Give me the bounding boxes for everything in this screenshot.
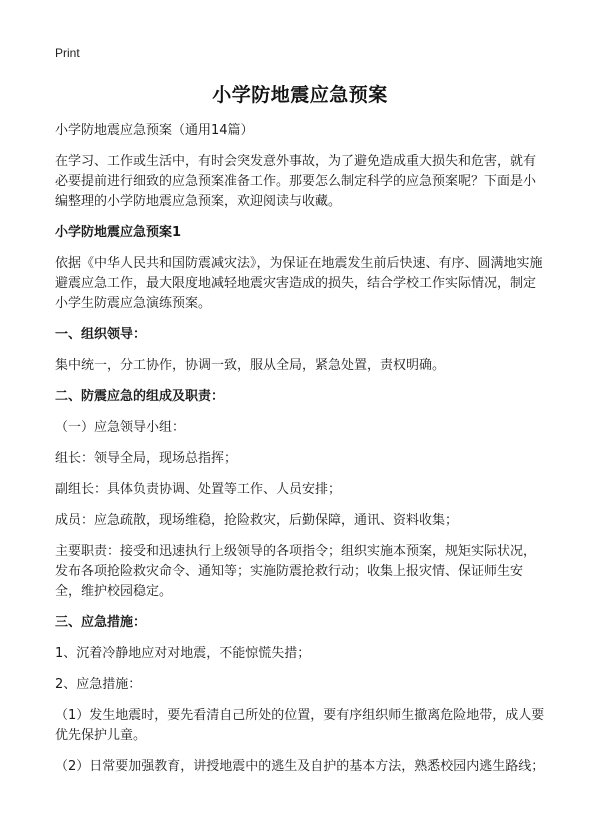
heading-composition: 二、防震应急的组成及职责：	[55, 389, 225, 404]
heading-measures: 三、应急措施：	[55, 615, 147, 630]
print-link[interactable]: Print	[55, 46, 80, 60]
intro-paragraph: 在学习、工作或生活中，有时会突发意外事故，为了避免造成重大损失和危害，就有必要提前进行细致的应急预案准备工作。那要怎么制定科学的应急预案呢？下面是小编整理的小学防地震应急预案，欢迎阅读与收藏。	[55, 154, 537, 209]
section-paragraph: 依据《中华人民共和国防震减灾法》，为保证在地震发生前后快速、有序、圆满地实施避震应急工作，最大限度地减轻地震灾害造成的损失，结合学校工作实际情况，制定小学生防震应急演练预案。	[55, 256, 543, 311]
deputy-text: 副组长：具体负责协调、处置等工作、人员安排；	[55, 482, 342, 497]
sub-measure-item: （2）日常要加强教育，讲授地震中的逃生及自护的基本方法，熟悉校园内逃生路线；	[55, 759, 545, 774]
sub-measure-item: （1）发生地震时，要先看清自己所处的位置，要有序组织师生撤离危险地带，成人要优先保护儿童。	[55, 708, 545, 743]
duties-text: 主要职责：接受和迅速执行上级领导的各项指令；组织实施本预案，规矩实际状况，发布各项抢险救灾命令、通知等；实施防震抢救行动；收集上报灾情、保证师生安全，维护校园稳定。	[55, 544, 537, 599]
group-label: （一）应急领导小组：	[55, 420, 186, 435]
document-subtitle: 小学防地震应急预案（通用14篇）	[55, 123, 254, 138]
document-body	[55, 121, 547, 788]
organization-text: 集中统一，分工协作，协调一致，服从全局，紧急处置，责权明确。	[55, 358, 446, 373]
heading-organization: 一、组织领导：	[55, 327, 147, 342]
members-text: 成员：应急疏散，现场维稳，抢险救灾，后勤保障，通讯、资料收集；	[55, 513, 459, 528]
measure-item: 1、沉着冷静地应对对地震，不能惊慌失措；	[55, 646, 311, 661]
leader-text: 组长：领导全局，现场总指挥；	[55, 451, 238, 466]
measure-item: 2、应急措施：	[55, 677, 142, 692]
page-title: 小学防地震应急预案	[212, 84, 388, 106]
section-heading: 小学防地震应急预案1	[55, 225, 182, 240]
